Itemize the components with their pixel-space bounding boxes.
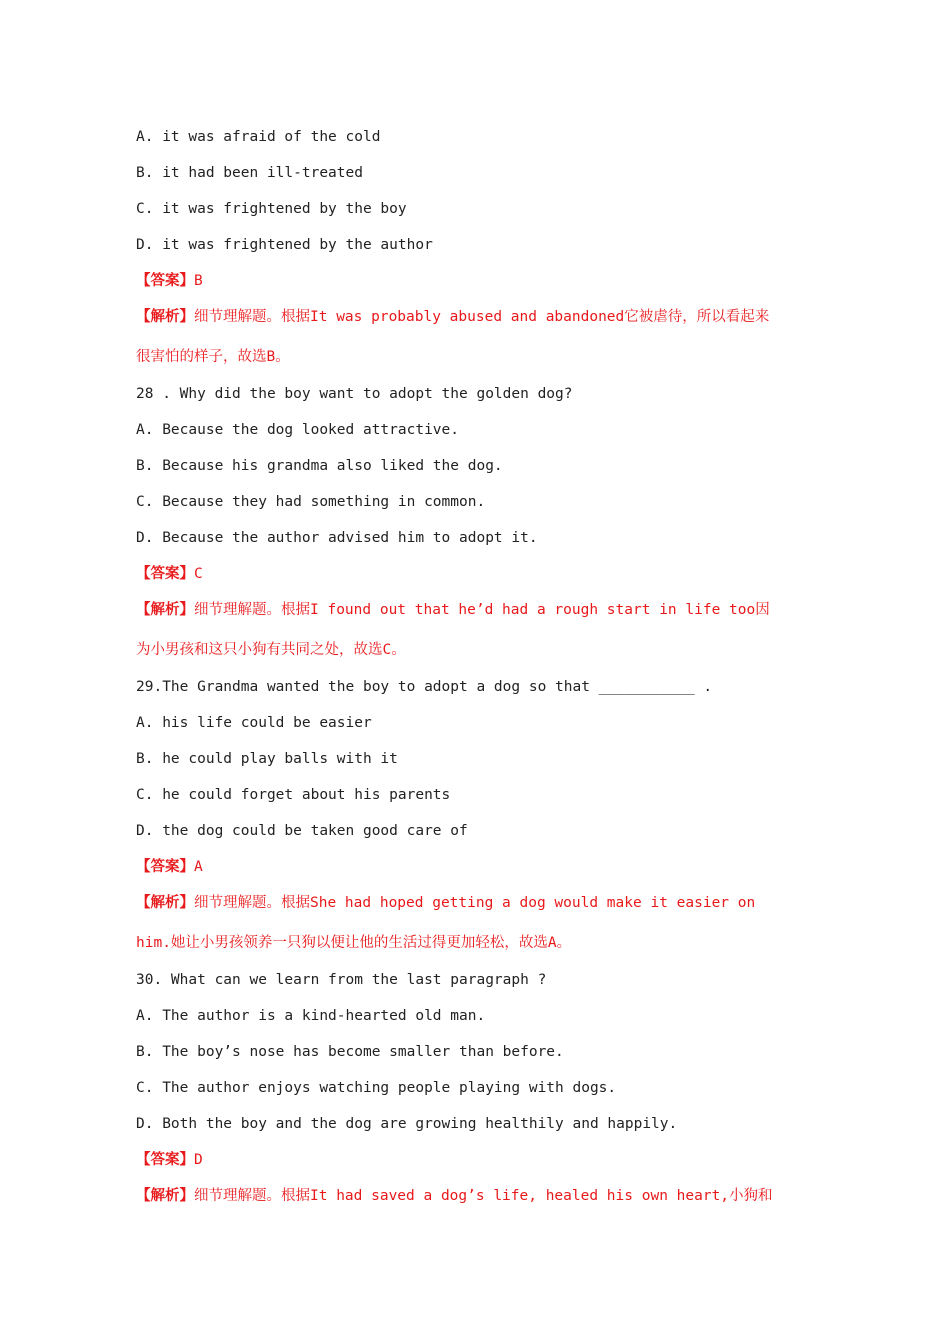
q29-answer <box>136 857 203 877</box>
analysis-text: 细节理解题。根据It was probably abused and abandoned它被虐待，所以看起来 <box>194 309 770 325</box>
q30-answer <box>136 1150 203 1170</box>
q29-question: 29.The Grandma wanted the boy to adopt a dog so that ___________ . <box>136 679 713 695</box>
analysis-text: 细节理解题。根据It had saved a dog’s life, healed his own heart,小狗和 <box>194 1188 773 1204</box>
q28-analysis-line1 <box>136 600 770 620</box>
answer-value: D <box>194 1152 203 1168</box>
answer-tag: 【答案】 <box>136 859 194 875</box>
q30-option-a: A. The author is a kind-hearted old man. <box>136 1008 486 1024</box>
q27-option-d: D. it was frightened by the author <box>136 237 433 253</box>
q28-option-d: D. Because the author advised him to adopt it. <box>136 530 538 546</box>
q28-answer <box>136 564 203 584</box>
answer-tag: 【答案】 <box>136 273 194 289</box>
analysis-tag: 【解析】 <box>136 895 194 911</box>
answer-tag: 【答案】 <box>136 1152 194 1168</box>
answer-value: A <box>194 859 203 875</box>
q27-option-c: C. it was frightened by the boy <box>136 201 407 217</box>
answer-value: C <box>194 566 203 582</box>
q27-analysis-line1 <box>136 307 769 327</box>
q28-option-b: B. Because his grandma also liked the dog. <box>136 458 503 474</box>
q27-option-b: B. it had been ill-treated <box>136 165 363 181</box>
analysis-tag: 【解析】 <box>136 309 194 325</box>
q29-analysis-line2: him.她让小男孩领养一只狗以便让他的生活过得更加轻松，故选A。 <box>136 935 572 951</box>
q28-question: 28 . Why did the boy want to adopt the golden dog? <box>136 386 573 402</box>
analysis-tag: 【解析】 <box>136 1188 194 1204</box>
q30-option-b: B. The boy’s nose has become smaller than before. <box>136 1044 564 1060</box>
analysis-text: 细节理解题。根据I found out that he’d had a rough start in life too因 <box>194 602 770 618</box>
q29-option-a: A. his life could be easier <box>136 715 372 731</box>
q29-option-c: C. he could forget about his parents <box>136 787 451 803</box>
q30-option-c: C. The author enjoys watching people playing with dogs. <box>136 1080 617 1096</box>
q30-question: 30. What can we learn from the last paragraph ? <box>136 972 547 988</box>
q28-analysis-line2: 为小男孩和这只小狗有共同之处，故选C。 <box>136 642 406 658</box>
q29-analysis-line1 <box>136 893 755 913</box>
q29-option-b: B. he could play balls with it <box>136 751 398 767</box>
q27-option-a: A. it was afraid of the cold <box>136 129 381 145</box>
answer-value: B <box>194 273 203 289</box>
analysis-text: 细节理解题。根据She had hoped getting a dog would make it easier on <box>194 895 756 911</box>
q27-analysis-line2: 很害怕的样子，故选B。 <box>136 349 290 365</box>
q28-option-c: C. Because they had something in common. <box>136 494 486 510</box>
analysis-tag: 【解析】 <box>136 602 194 618</box>
q27-answer <box>136 271 203 291</box>
answer-tag: 【答案】 <box>136 566 194 582</box>
q28-option-a: A. Because the dog looked attractive. <box>136 422 460 438</box>
q30-analysis-line1 <box>136 1186 773 1206</box>
q29-option-d: D. the dog could be taken good care of <box>136 823 468 839</box>
q30-option-d: D. Both the boy and the dog are growing healthily and happily. <box>136 1116 678 1132</box>
